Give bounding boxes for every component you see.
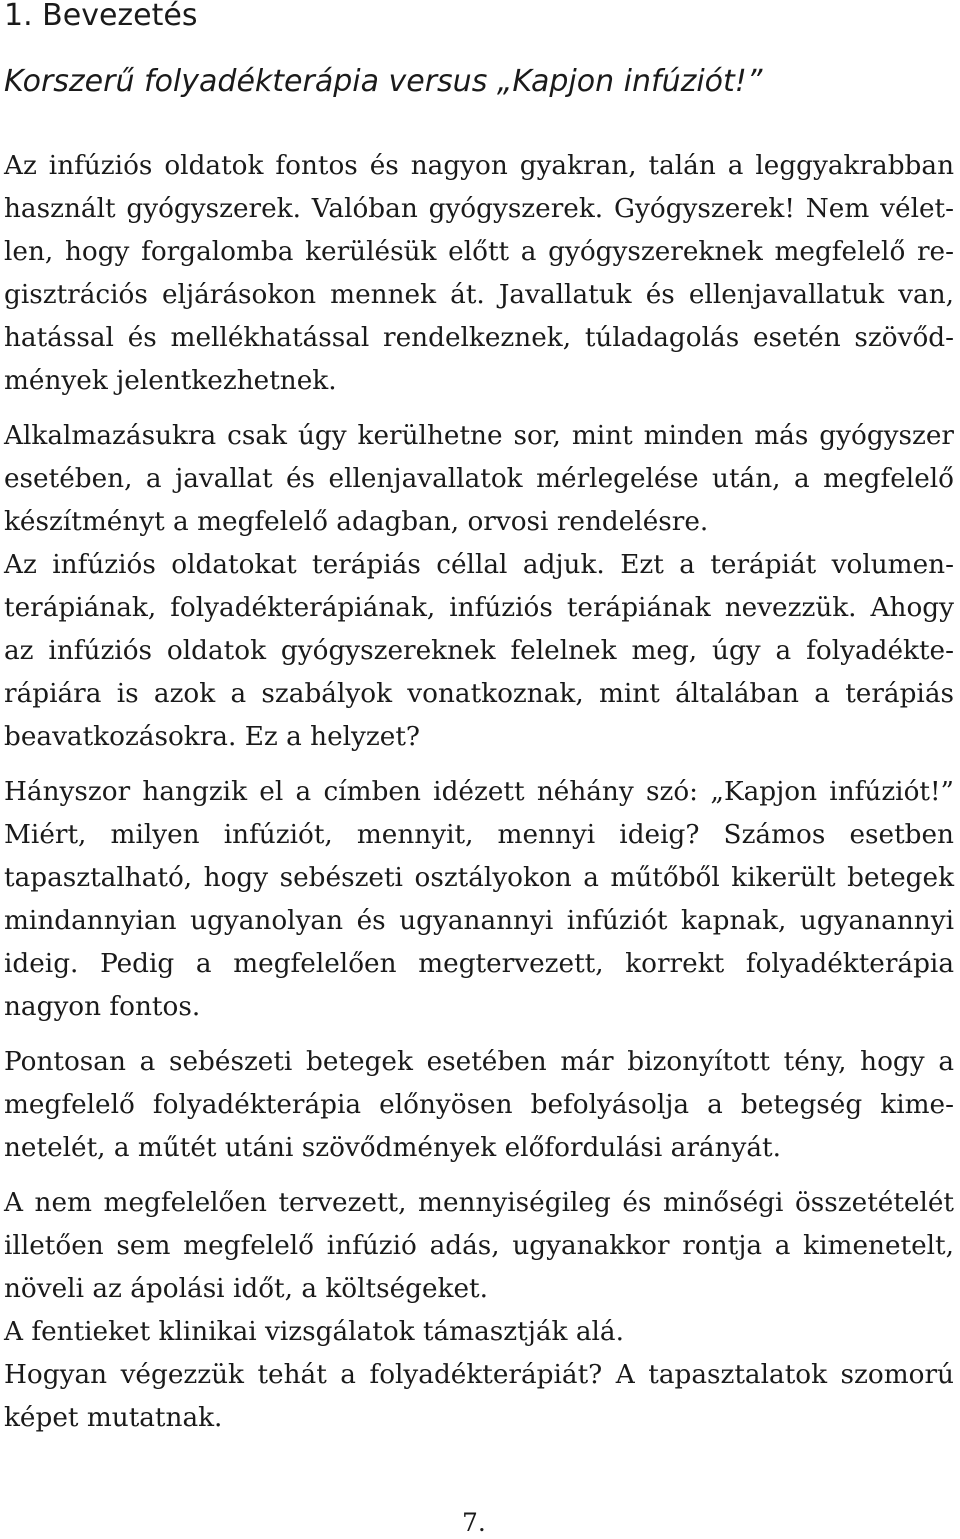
paragraph-inadequate: A nem megfelelően tervezett, mennyiségileg és minőségi összetételét illetően sem megfelelő infúzió adás, ugyanakkor rontja a kimenetelt, növeli az ápolási időt, a költségeket. [4, 1188, 954, 1304]
paragraph-therapy: Az infúziós oldatokat terápiás céllal adjuk. Ezt a terápiát volumenterápiának, folyadékterápiának, infúziós terápiának nevezzük. Ahogy az infúziós oldatok gyógyszereknek felelnek meg, úgy a folyadékterápiára is azok a szabályok vonatkoznak, mint általában a terápiás beavatkozásokra. Ez a helyzet? [4, 550, 954, 752]
paragraph-application: Alkalmazásukra csak úgy kerülhetne sor, mint minden más gyógyszer esetében, a javallat és ellenjavallatok mérlegelése után, a megfelelő készítményt a megfelelő adagban, orvosi rendelésre. [4, 421, 954, 537]
paragraph-intro: Az infúziós oldatok fontos és nagyon gyakran, talán a leggyakrabban használt gyógyszerek. Valóban gyógyszerek. Gyógyszerek! Nem véletlen, hogy forgalomba kerülésük előtt a gyógyszereknek megfelelő regisztrációs eljárásokon mennek át. Javallatuk és ellenjavallatuk van, hatással és mellékhatással rendelkeznek, túladagolás esetén szövődmények jelentkezhetnek. [4, 151, 954, 396]
page-number: 7. [462, 1508, 486, 1537]
paragraph-closing: Hogyan végezzük tehát a folyadékterápiát? A tapasztalatok szomorú képet mutatnak. [4, 1360, 954, 1433]
paragraph-clinical: A fentieket klinikai vizsgálatok támasztják alá. [4, 1317, 624, 1347]
chapter-title: 1. Bevezetés [4, 0, 198, 33]
section-subtitle: Korszerű folyadékterápia versus „Kapjon infúziót!” [4, 64, 763, 99]
paragraph-question: Hányszor hangzik el a címben idézett néhány szó: „Kapjon infúziót!” Miért, milyen infúziót, mennyit, mennyi ideig? Számos esetben tapasztalható, hogy sebészeti osztályokon a műtőből kikerült betegek mindannyian ugyanolyan és ugyanannyi infúziót kapnak, ugyanannyi ideig. Pedig a megfelelően megtervezett, korrekt folyadékterápia nagyon fontos. [4, 777, 954, 1022]
paragraph-surgical: Pontosan a sebészeti betegek esetében már bizonyított tény, hogy a megfelelő folyadékterápia előnyösen befolyásolja a betegség kimenetelét, a műtét utáni szövődmények előfordulási arányát. [4, 1047, 954, 1163]
body-text [4, 145, 954, 1440]
